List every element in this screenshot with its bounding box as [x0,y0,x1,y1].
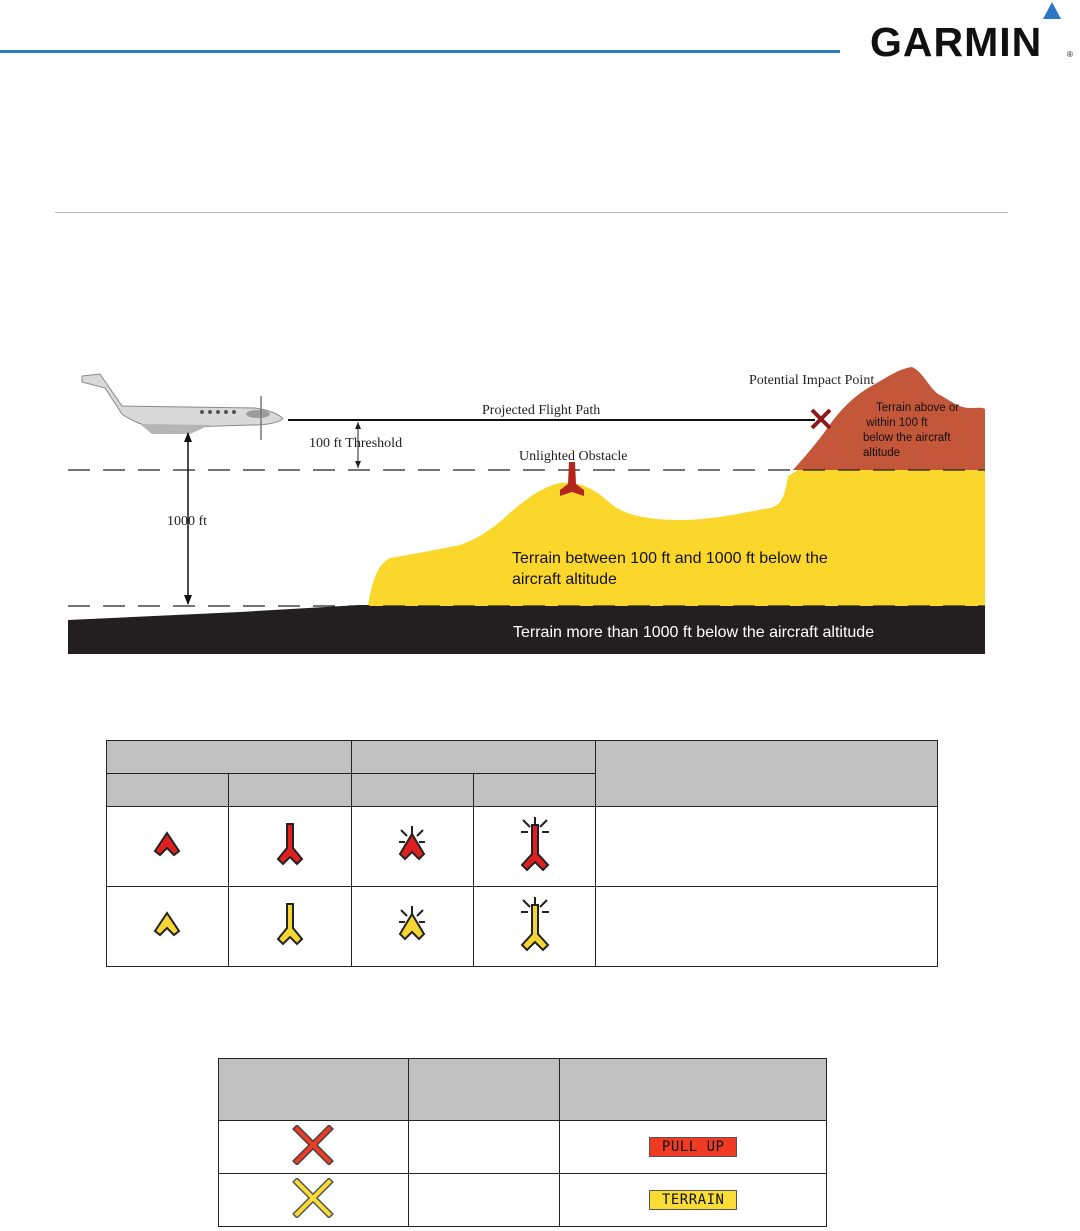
label-terrain-red-line4: altitude [863,447,901,459]
obstacle-table-subheader-2 [228,774,351,807]
registered-mark: ® [1067,50,1073,59]
label-unlighted-obstacle: Unlighted Obstacle [519,449,628,464]
section-divider [55,212,1008,213]
obstacle-table-header-3 [596,741,938,807]
lighted-obstacle-small-red-icon [395,824,429,864]
obstacle-table-subheader-1 [107,774,229,807]
label-terrain-yellow-line2: aircraft altitude [512,571,617,588]
header-rule [0,50,840,53]
terrain-annunciation: TERRAIN [649,1190,738,1210]
label-1000ft: 1000 ft [167,514,208,529]
obstacle-row-description [596,807,938,887]
obstacle-table-header-2 [351,741,596,774]
obstacle-row-description [596,887,938,967]
alert-table-header-2 [408,1059,560,1121]
label-terrain-yellow-line1: Terrain between 100 ft and 1000 ft below the [512,550,828,567]
terrain-yellow-region [368,470,985,606]
alert-table-header-3 [560,1059,827,1121]
label-terrain-red-line2: within 100 ft [863,417,928,429]
obstacle-table-subheader-3 [351,774,473,807]
table-row [107,807,938,887]
terrain-alert-table [218,1058,827,1227]
obstacle-table-header-1 [107,741,352,774]
label-terrain-red-line1: Terrain above or [876,402,960,414]
lighted-obstacle-large-yellow-icon [518,896,552,952]
pull-up-annunciation: PULL UP [649,1137,738,1157]
garmin-logo: GARMIN [870,19,1043,65]
table-row [219,1121,827,1174]
lighted-obstacle-large-red-icon [518,816,552,872]
garmin-logo-triangle-icon [1042,2,1062,20]
obstacle-symbol-table [106,740,938,967]
yellow-x-icon [291,1178,335,1218]
label-potential-impact-point: Potential Impact Point [749,373,875,388]
table-row [107,887,938,967]
alert-table-header-1 [219,1059,409,1121]
table-row [219,1174,827,1227]
red-x-icon [291,1125,335,1165]
label-projected-flight-path: Projected Flight Path [482,403,601,418]
unlighted-obstacle-large-red-icon [275,822,305,866]
label-100ft-threshold: 100 ft Threshold [309,436,403,451]
unlighted-obstacle-large-yellow-icon [275,902,305,946]
label-terrain-red-line3: below the aircraft [863,432,951,444]
aircraft-icon [82,374,283,440]
unlighted-obstacle-small-red-icon [153,831,181,857]
alert-row-middle [408,1121,560,1174]
unlighted-obstacle-small-yellow-icon [153,911,181,937]
obstacle-table-subheader-4 [473,774,596,807]
terrain-altitude-figure [60,358,990,658]
lighted-obstacle-small-yellow-icon [395,904,429,944]
unlighted-obstacle-figure-icon [560,462,584,496]
label-terrain-black: Terrain more than 1000 ft below the aircraft altitude [513,624,875,641]
alert-row-middle [408,1174,560,1227]
